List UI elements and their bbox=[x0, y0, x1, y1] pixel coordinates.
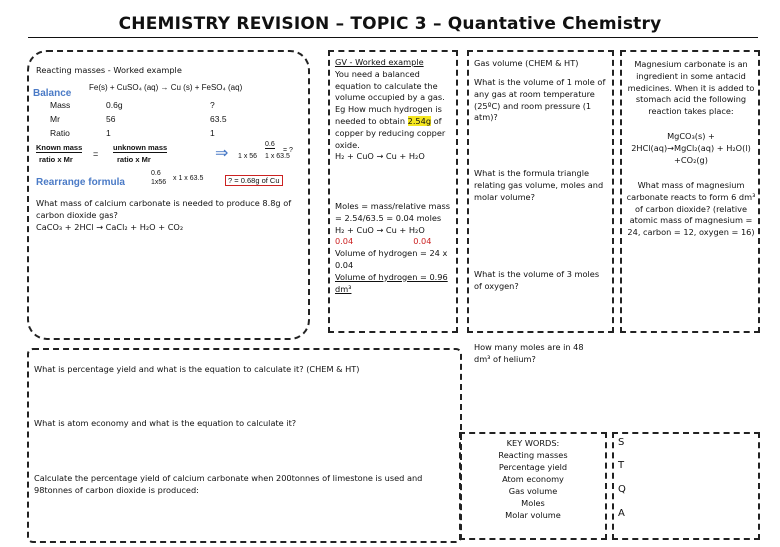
magnesium-intro: Magnesium carbonate is an ingredient in some antacid medicines. When it is added to stomach acid the following reaction takes place: bbox=[627, 59, 755, 117]
gv-working bbox=[335, 201, 455, 295]
stqa-t: T bbox=[618, 460, 625, 471]
yield-calc-question: Calculate the percentage yield of calcium carbonate when 200tonnes of limestone is used and 98tonnes of carbon dioxide is produced: bbox=[34, 473, 423, 495]
known-mass-den: ratio x Mr bbox=[39, 155, 73, 164]
row-mr-label: Mr bbox=[50, 114, 60, 124]
sub-rhs-den: 1 x 63.5 bbox=[265, 153, 290, 160]
gas-q4: How many moles are in 48 dm³ of helium? bbox=[474, 342, 584, 364]
row-mr-a: 56 bbox=[106, 114, 116, 124]
gv-panel bbox=[335, 57, 455, 163]
row-ratio-b: 1 bbox=[210, 128, 215, 138]
rearrange-result: ? = 0.68g of Cu bbox=[225, 175, 283, 186]
keyword-item: Reacting masses bbox=[498, 450, 568, 460]
stqa-a: A bbox=[618, 508, 625, 519]
row-mass-a: 0.6g bbox=[106, 100, 123, 110]
balance-label: Balance bbox=[33, 88, 72, 99]
gv-moles-calc: = 2.54/63.5 = 0.04 moles bbox=[335, 212, 442, 223]
keyword-item: Gas volume bbox=[508, 486, 558, 496]
unknown-mass-den: ratio x Mr bbox=[117, 155, 151, 164]
gv-heading: GV - Worked example bbox=[335, 57, 424, 67]
gv-equation: H₂ + CuO → Cu + H₂O bbox=[335, 151, 425, 162]
yield-heading: What is percentage yield and what is the equation to calculate it? (CHEM & HT) bbox=[34, 364, 360, 374]
gas-q2: What is the formula triangle relating gas volume, moles and molar volume? bbox=[474, 168, 604, 202]
row-mr-b: 63.5 bbox=[210, 114, 227, 124]
yield-box bbox=[27, 348, 462, 543]
row-mass-b: ? bbox=[210, 100, 215, 110]
gv-volume-calc: Volume of hydrogen = 24 x 0.04 bbox=[335, 248, 448, 270]
keyword-item: Moles bbox=[521, 498, 545, 508]
reacting-heading: Reacting masses - Worked example bbox=[36, 65, 182, 75]
atom-economy-question: What is atom economy and what is the equation to calculate it? bbox=[34, 418, 297, 428]
equals-sign: = bbox=[93, 149, 99, 159]
stqa-s: S bbox=[618, 437, 625, 448]
gv-ratio-equation: H₂ + CuO → Cu + H₂O bbox=[335, 224, 425, 235]
gv-ratio-values: 0.04 0.04 bbox=[335, 236, 432, 247]
rearrange-label: Rearrange formula bbox=[36, 177, 125, 188]
title-underline bbox=[28, 37, 758, 38]
keyword-item: Percentage yield bbox=[498, 462, 568, 472]
keyword-item: Molar volume bbox=[505, 510, 561, 520]
magnesium-question: What mass of magnesium carbonate reacts to form 6 dm³ of carbon dioxide? (relative atomic mass of magnesium = 24, carbon = 12, oxygen = 16) bbox=[626, 180, 756, 238]
rearrange-fraction: 0.6 1x56 bbox=[151, 170, 167, 186]
balance-equation: Fe(s) + CuSO₄ (aq) → Cu (s) + FeSO₄ (aq) bbox=[89, 83, 243, 92]
gas-q3: What is the volume of 3 moles of oxygen? bbox=[474, 269, 600, 291]
sub-rhs: = ? bbox=[283, 147, 293, 154]
stqa-q: Q bbox=[618, 484, 626, 495]
row-ratio-a: 1 bbox=[106, 128, 111, 138]
known-mass-num: Known mass bbox=[36, 143, 83, 152]
reacting-question-equation: CaCO₃ + 2HCl → CaCl₂ + H₂O + CO₂ bbox=[36, 222, 184, 232]
row-mass-label: Mass bbox=[50, 100, 71, 110]
worked-example-table bbox=[33, 83, 303, 198]
page-title: CHEMISTRY REVISION – TOPIC 3 – Quantative Chemistry bbox=[118, 14, 662, 34]
gas-volume-heading: Gas volume (CHEM & HT) bbox=[474, 58, 579, 68]
gv-example: Eg How much hydrogen is needed to obtain 2.54g of copper by reducing copper oxide. bbox=[335, 104, 446, 150]
reacting-question: What mass of calcium carbonate is needed to produce 8.8g of carbon dioxide gas? bbox=[36, 198, 292, 220]
arrow-icon: ⇒ bbox=[215, 145, 229, 162]
gas-q1: What is the volume of 1 mole of any gas at room temperature (25ºC) and room pressure (1 atm)? bbox=[474, 77, 606, 123]
unknown-mass-num: unknown mass bbox=[113, 143, 168, 152]
rearrange-x: x 1 x 63.5 bbox=[173, 175, 204, 182]
gv-intro: You need a balanced equation to calculate the volume occupied by a gas. bbox=[335, 68, 445, 103]
keywords-heading: KEY WORDS: bbox=[506, 438, 560, 448]
gv-volume-result: Volume of hydrogen = 0.96 dm³ bbox=[335, 271, 448, 294]
sub-num: 0.6 bbox=[265, 141, 275, 148]
magnesium-equation: MgCO₃(s) + 2HCl(aq)→MgCl₂(aq) + H₂O(l) +CO₂(g) bbox=[631, 131, 751, 165]
gv-moles-formula: Moles = mass/relative mass bbox=[335, 201, 451, 211]
stqa-box bbox=[612, 432, 760, 540]
row-ratio-label: Ratio bbox=[50, 128, 70, 138]
sub-den: 1 x 56 bbox=[238, 153, 258, 160]
keyword-item: Atom economy bbox=[502, 474, 564, 484]
